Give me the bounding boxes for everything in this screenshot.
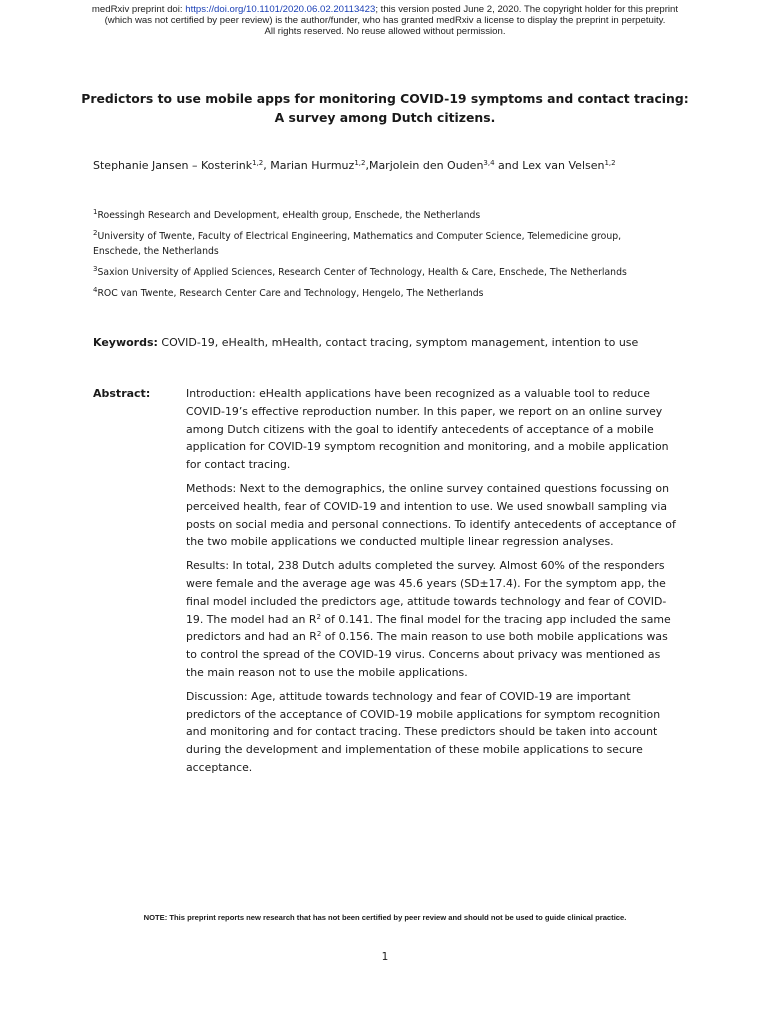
keywords-label: Keywords:: [93, 336, 158, 349]
affiliation-text: ROC van Twente, Research Center Care and Technology, Hengelo, The Netherlands: [97, 288, 484, 299]
r-squared-sup: 2: [316, 630, 322, 639]
preprint-header-line3: All rights reserved. No reuse allowed without permission.: [264, 26, 506, 37]
abstract-label: Abstract:: [93, 387, 151, 400]
author-affiliation-sup: 1,2: [252, 159, 264, 167]
abstract-methods: Methods: Next to the demographics, the online survey contained questions focussing on perceived health, fear of COVID-19 and intention to use. We used snowball sampling via posts on social media and personal connections. To identify antecedents of acceptance of the two mobile applications we conducted multiple linear regression analyses.: [186, 481, 676, 549]
affiliation-number: 4: [93, 286, 98, 294]
abstract-introduction: Introduction: eHealth applications have been recognized as a valuable tool to reduce COVID-19’s effective reproduction number. In this paper, we report on an online survey among Dutch citizens with the goal to identify antecedents of acceptance of a mobile application for COVID-19 symptom recognition and monitoring, and a mobile application for contact tracing.: [186, 387, 669, 472]
r-squared-sup: 2: [316, 612, 321, 621]
author-affiliation-sup: 3,4: [483, 159, 495, 167]
affiliation-list: [93, 208, 653, 307]
author-list: [93, 158, 713, 174]
affiliation-text: Saxion University of Applied Sciences, Research Center of Technology, Health & Care, Enschede, The Netherlands: [97, 267, 627, 278]
keywords-text: COVID-19, eHealth, mHealth, contact tracing, symptom management, intention to use: [157, 336, 639, 349]
preprint-header: [0, 4, 770, 37]
affiliation-item: [93, 286, 653, 301]
author-separator: ,: [365, 159, 369, 172]
preprint-header-line2: (which was not certified by peer review) is the author/funder, who has granted medRxiv a license to display the preprint in perpetuity.: [104, 15, 666, 26]
affiliation-item: [93, 208, 653, 223]
author-separator: and: [494, 159, 523, 172]
paper-title: Predictors to use mobile apps for monitoring COVID-19 symptoms and contact tracing: A survey among Dutch citizens.: [81, 91, 689, 125]
abstract-results: [186, 557, 681, 682]
author-separator: ,: [263, 159, 271, 172]
preprint-version-text: ; this version posted June 2, 2020. The copyright holder for this preprint: [375, 4, 679, 15]
preprint-doi-prefix: medRxiv preprint doi:: [91, 4, 186, 15]
affiliation-item: [93, 229, 653, 259]
author-affiliation-sup: 1,2: [354, 159, 366, 167]
author-affiliation-sup: 1,2: [604, 159, 616, 167]
abstract-body: [186, 385, 681, 783]
author-name: Marian Hurmuz: [270, 159, 355, 172]
author-name: Marjolein den Ouden: [368, 159, 484, 172]
abstract-discussion: Discussion: Age, attitude towards technology and fear of COVID-19 are important predictors of the acceptance of COVID-19 mobile applications for symptom recognition and monitoring and for contact tracing. These predictors should be taken into account during the development and implementation of these mobile applications to secure acceptance.: [186, 689, 661, 774]
affiliation-text: University of Twente, Faculty of Electrical Engineering, Mathematics and Computer Science, Telemedicine group, Enschede, the Netherlands: [93, 231, 622, 257]
doi-link[interactable]: https://doi.org/10.1101/2020.06.02.20113423: [185, 4, 376, 15]
affiliation-number: 3: [93, 265, 98, 273]
author-name: Lex van Velsen: [522, 159, 605, 172]
author-name: Stephanie Jansen – Kosterink: [93, 159, 253, 172]
results-text: Results: In total, 238 Dutch adults completed the survey. Almost 60% of the responders were female and the average age was 45.6 years (SD±17.4). For the symptom app, the final model included the predictors age, attitude towards technology and fear of COVID-19. The model had an R: [186, 559, 667, 626]
peer-review-note: NOTE: This preprint reports new research that has not been certified by peer review and should not be used to guide clinical practice.: [143, 913, 627, 922]
results-text: of 0.156. The main reason to use both mobile applications was to control the spread of the COVID-19 virus. Concerns about privacy was mentioned as the main reason not to use the mobile applications.: [186, 630, 668, 679]
preprint-header-line1: [0, 4, 770, 15]
affiliation-item: [93, 265, 653, 280]
affiliation-text: Roessingh Research and Development, eHealth group, Enschede, the Netherlands: [97, 210, 481, 221]
affiliation-number: 1: [93, 208, 98, 216]
results-text: of 0.141. The final model for the tracing app included the same predictors and had an R: [186, 612, 671, 644]
keywords: [93, 335, 713, 351]
page-number: 1: [381, 951, 389, 963]
affiliation-number: 2: [93, 229, 98, 237]
